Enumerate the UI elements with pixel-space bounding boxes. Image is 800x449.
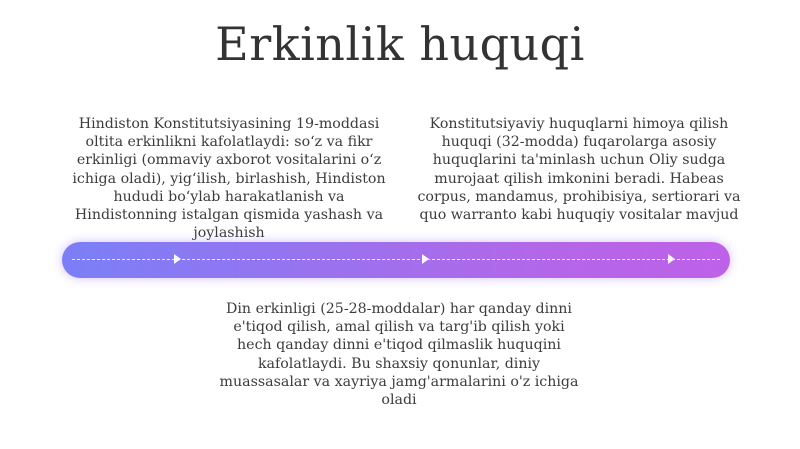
- timeline-arrow-icon: [422, 254, 429, 264]
- timeline-dashed-line: [72, 259, 720, 260]
- text-block-article-32: Konstitutsiyaviy huquqlarni himoya qilish huquqi (32-modda) fuqarolarga asosiy huquqlarini ta'minlash uchun Oliy sudga murojaat qilish imkonini beradi. Habeas corpus, mandamus, prohibisiya, sertiorari va quo warranto kabi huquqiy vositalar mavjud: [417, 116, 741, 224]
- text-block-article-19: Hindiston Konstitutsiyasining 19-moddasi oltita erkinlikni kafolatlaydi: so‘z va fikr erkinligi (ommaviy axborot vositalarini o‘z ichiga oladi), yig‘ilish, birlashish, Hindiston hududi bo‘ylab harakatlanish va Hindistonning istalgan qismida yashash va joylashish: [72, 116, 386, 242]
- slide-title: Erkinlik huquqi: [215, 17, 585, 71]
- text-block-religion-freedom: Din erkinligi (25-28-moddalar) har qanday dinni e'tiqod qilish, amal qilish va targ'ib qilish yoki hech qanday dinni e'tiqod qilmaslik huquqini kafolatlaydi. Bu shaxsiy qonunlar, diniy muassasalar va xayriya jamg'armalarini o'z ichiga oladi: [219, 301, 579, 409]
- timeline-arrow-icon: [174, 254, 181, 264]
- timeline-arrow-icon: [668, 254, 675, 264]
- timeline-bar: [62, 242, 730, 278]
